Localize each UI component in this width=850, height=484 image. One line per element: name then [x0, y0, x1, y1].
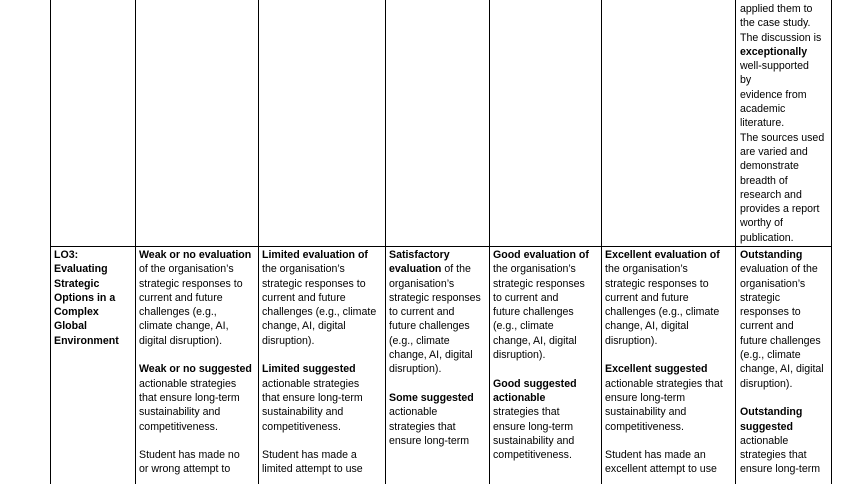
- cell-line: applied them to: [740, 3, 813, 15]
- cell-line: strategies that: [493, 406, 560, 419]
- lo3-criterion-cell: [54, 248, 119, 348]
- lo3-limited-cell: [262, 248, 376, 477]
- cell-heading: Limited evaluation of: [262, 249, 368, 261]
- cell-line: actionable strategies: [139, 377, 237, 390]
- cell-line: by: [740, 74, 752, 87]
- cell-line: competitiveness.: [605, 420, 684, 433]
- cell-line: actionable: [740, 434, 789, 447]
- cell-line: Student has made no: [139, 449, 240, 462]
- cell-line: to current and: [389, 306, 455, 319]
- cell-line: well-supported: [740, 60, 809, 73]
- cell-line: or wrong attempt to: [139, 463, 231, 476]
- cell-line: disruption).: [262, 334, 315, 347]
- cell-line: competitiveness.: [262, 420, 341, 433]
- cell-line: responses to: [740, 306, 801, 319]
- column-divider: [601, 0, 602, 484]
- cell-line: limited attempt to use: [262, 463, 363, 476]
- cell-line: strategic responses to: [139, 277, 243, 290]
- cell-line: literature.: [740, 117, 785, 130]
- cell-line: sustainability and: [139, 406, 221, 419]
- cell-line: provides a report: [740, 203, 820, 216]
- cell-heading: Weak or no suggested: [139, 363, 252, 376]
- cell-line: the organisation’s: [605, 263, 688, 276]
- cell-line: change, AI, digital: [605, 320, 689, 333]
- cell-heading: Weak or no evaluation: [139, 249, 252, 261]
- cell-line: to current and: [493, 291, 559, 304]
- cell-line: competitiveness.: [493, 449, 572, 462]
- criterion-line: Environment: [54, 334, 119, 347]
- top-row-outstanding-cell: [740, 2, 824, 245]
- cell-line: actionable strategies: [262, 377, 360, 390]
- cell-line: strategic responses to: [605, 277, 709, 290]
- cell-line: (e.g., climate: [389, 334, 450, 347]
- lo3-good-cell: [493, 248, 589, 462]
- row-divider: [50, 246, 832, 247]
- table-border-right: [831, 0, 832, 484]
- cell-line: that ensure long-term: [139, 391, 240, 404]
- cell-line: The discussion is: [740, 31, 822, 44]
- cell-line: excellent attempt to use: [605, 463, 717, 476]
- lo3-weak-cell: [139, 248, 252, 477]
- criterion-line: Options in a: [54, 291, 116, 304]
- cell-line: ensure long-term: [740, 463, 821, 476]
- cell-line: organisation’s: [740, 277, 806, 290]
- cell-line: actionable strategies that: [605, 377, 723, 390]
- cell-line: sustainability and: [262, 406, 344, 419]
- criterion-line: Strategic: [54, 277, 100, 290]
- cell-line: disruption).: [605, 334, 658, 347]
- cell-line: change, AI, digital: [262, 320, 346, 333]
- column-divider: [258, 0, 259, 484]
- cell-heading: suggested: [740, 420, 793, 433]
- cell-line: strategies that: [389, 420, 456, 433]
- cell-line: change, AI, digital: [740, 363, 824, 376]
- cell-line: current and future: [262, 291, 346, 304]
- cell-line: current and: [740, 320, 794, 333]
- criterion-line: Evaluating: [54, 263, 108, 276]
- cell-line: disruption).: [389, 363, 442, 376]
- cell-line: actionable: [389, 406, 438, 419]
- column-divider: [135, 0, 136, 484]
- cell-line: of the organisation’s: [139, 263, 234, 276]
- cell-heading: actionable: [493, 391, 546, 404]
- cell-line: strategic responses: [389, 291, 481, 304]
- criterion-line: LO3:: [54, 249, 79, 261]
- cell-line: future challenges: [740, 334, 821, 347]
- criterion-line: Complex: [54, 306, 99, 319]
- lo3-satisfactory-cell: Satisfactory evaluation of the organisation’s strategic responses to current and future challenges (e.g., climate change, AI, digital disruption). Some suggested actionable strategies that ensure long-term: [389, 249, 481, 447]
- cell-heading: Limited suggested: [262, 363, 356, 376]
- cell-line: challenges (e.g., climate: [262, 306, 377, 319]
- lo3-outstanding-cell: [740, 248, 824, 477]
- cell-line: evidence from: [740, 88, 807, 101]
- cell-line: the case study.: [740, 17, 811, 30]
- cell-line: the organisation’s: [493, 263, 576, 276]
- cell-line: that ensure long-term: [262, 391, 363, 404]
- cell-heading: Excellent evaluation of: [605, 249, 720, 261]
- cell-line: strategic: [740, 291, 781, 304]
- cell-line: future challenges: [493, 306, 574, 319]
- cell-line: strategies that: [740, 449, 807, 462]
- cell-line: disruption).: [740, 377, 793, 390]
- cell-line: research and: [740, 188, 802, 201]
- table-border-left: [50, 0, 51, 484]
- cell-line: change, AI, digital: [493, 334, 577, 347]
- cell-line: (e.g., climate: [740, 349, 801, 362]
- cell-line: Student has made a: [262, 449, 357, 462]
- criterion-line: Global: [54, 320, 87, 333]
- lo3-excellent-cell: [605, 248, 723, 477]
- cell-line: academic: [740, 103, 786, 116]
- cell-line: future challenges: [389, 320, 470, 333]
- cell-line: the organisation’s: [262, 263, 345, 276]
- cell-line: challenges (e.g.,: [139, 306, 217, 319]
- cell-line: worthy of: [740, 217, 783, 230]
- cell-line: demonstrate: [740, 160, 799, 173]
- cell-heading: Good evaluation of: [493, 249, 589, 261]
- cell-line: The sources used: [740, 131, 825, 144]
- cell-line: ensure long-term: [493, 420, 574, 433]
- cell-heading: Good suggested: [493, 377, 577, 390]
- cell-line: disruption).: [493, 349, 546, 362]
- cell-heading: Satisfactory: [389, 249, 450, 261]
- cell-line: ensure long-term: [605, 391, 686, 404]
- cell-line: breadth of: [740, 174, 788, 187]
- cell-line: are varied and: [740, 145, 808, 158]
- cell-heading: Some suggested: [389, 391, 474, 404]
- cell-line: current and future: [605, 291, 689, 304]
- cell-line: digital disruption).: [139, 334, 223, 347]
- cell-heading: Outstanding: [740, 406, 803, 419]
- cell-line: evaluation of the: [740, 263, 818, 276]
- cell-line: Student has made an: [605, 449, 706, 462]
- cell-line: of the: [441, 263, 471, 276]
- cell-line: change, AI, digital: [389, 349, 473, 362]
- column-divider: [385, 0, 386, 484]
- cell-line: sustainability and: [605, 406, 687, 419]
- cell-line: sustainability and: [493, 434, 575, 447]
- column-divider: [735, 0, 736, 484]
- cell-line-emphasis: exceptionally: [740, 45, 808, 58]
- cell-line: (e.g., climate: [493, 320, 554, 333]
- cell-line: competitiveness.: [139, 420, 218, 433]
- cell-line: strategic responses: [493, 277, 585, 290]
- cell-line: publication.: [740, 231, 794, 244]
- cell-line: ensure long-term: [389, 434, 470, 447]
- cell-line: organisation’s: [389, 277, 455, 290]
- cell-heading: Outstanding: [740, 249, 803, 261]
- cell-line: challenges (e.g., climate: [605, 306, 720, 319]
- cell-heading: Excellent suggested: [605, 363, 708, 376]
- cell-line: strategic responses to: [262, 277, 366, 290]
- cell-line: climate change, AI,: [139, 320, 229, 333]
- cell-line: current and future: [139, 291, 223, 304]
- column-divider: [489, 0, 490, 484]
